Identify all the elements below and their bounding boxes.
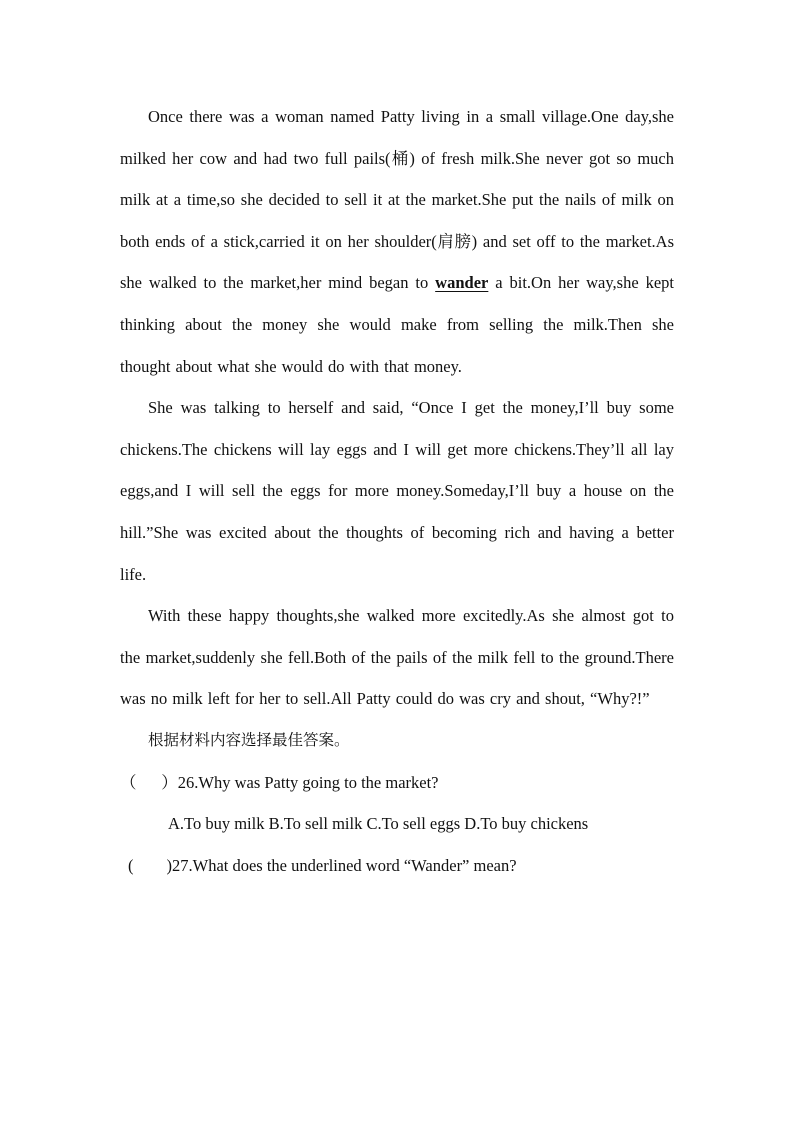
passage-paragraph-2: She was talking to herself and said, “Once I get the money,I’ll buy some chickens.The chickens will lay eggs and I will get more chickens.They’ll all lay eggs,and I will sell the eggs for more money.Someday,I’ll buy a house on the hill.”She was excited about the thoughts of becoming rich and having a better life. (120, 398, 674, 584)
underlined-word: wander (435, 273, 489, 293)
passage-paragraph-1 (120, 96, 674, 387)
question-26-options: A.To buy milk B.To sell milk C.To sell eggs D.To buy chickens (168, 814, 589, 834)
question-27-stem: ( )27.What does the underlined word “Wander” mean? (128, 855, 517, 875)
paragraph-1-text-start: Once there was a woman named Patty living in a small village.One day,she milked her cow and had two full pails(桶) of fresh milk.She never got so much milk at a time,so she decided to sell it at the market.She put the nails of milk on both ends of a stick,carried it on her shoulder(肩膀) and set off to the market.As she walked to the market,her mind began to (120, 107, 674, 293)
document-page (120, 96, 674, 886)
question-instruction: 根据材料内容选择最佳答案。 (148, 730, 350, 749)
question-26-stem: （ ）26.Why was Patty going to the market? (120, 772, 439, 792)
paragraph-1-text-end: a bit.On her way,she kept thinking about the money she would make from selling the milk.Then she thought about what she would do with that money. (120, 273, 674, 376)
passage-paragraph-3: With these happy thoughts,she walked more excitedly.As she almost got to the market,suddenly she fell.Both of the pails of the milk fell to the ground.There was no milk left for her to sell.All Patty could do was cry and shout, “Why?!” (120, 606, 674, 709)
